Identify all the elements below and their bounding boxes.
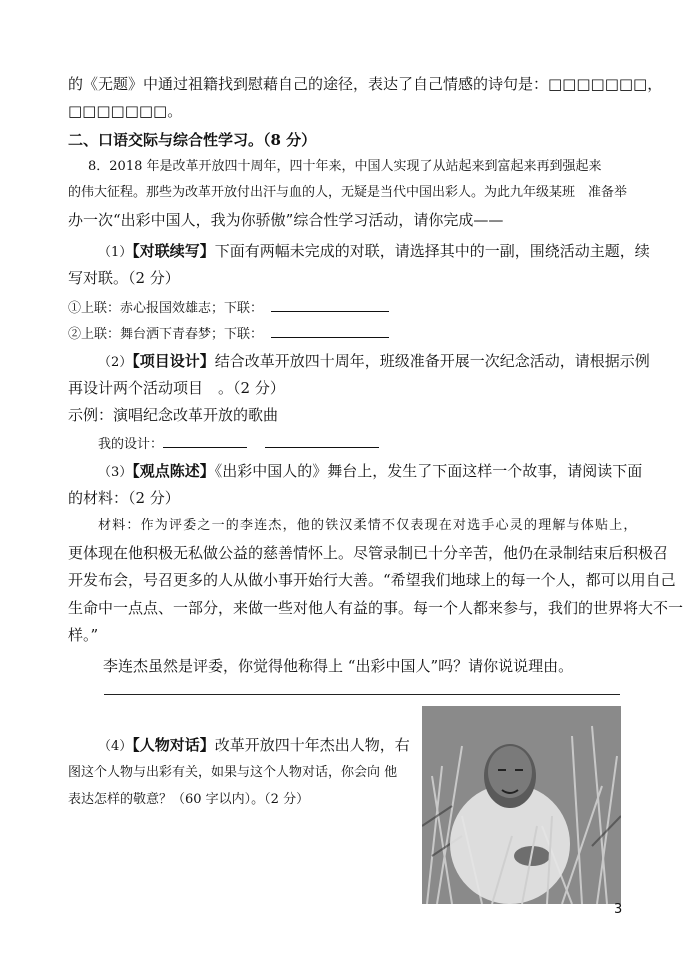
text-line: □□□□□□□。: [68, 102, 183, 120]
question-8-line: 8．2018 年是改革开放四十周年，四十年来，中国人实现了从站起来到富起来再到强起来: [88, 159, 602, 174]
couplet-line: [68, 323, 389, 345]
question-8-line: 办一次“出彩中国人，我为你骄傲”综合性学习活动，请你完成——: [68, 211, 504, 229]
part-text: 下面有两幅未完成的对联，请选择其中的一副，围绕活动主题，续: [214, 242, 650, 260]
part-text: 改革开放四十年杰出人物，右: [214, 736, 410, 754]
part-4-line: [98, 735, 410, 757]
person-in-rice-field-photo: [422, 706, 621, 904]
part-tag: 【观点陈述】: [132, 462, 215, 480]
photo-illustration: [422, 706, 621, 904]
part-2-line: [98, 351, 650, 373]
answer-blank[interactable]: [163, 433, 247, 448]
part-3-line: 的材料：（2 分）: [68, 489, 180, 507]
couplet-text: ①上联：赤心报国效雄志；下联：: [68, 301, 264, 316]
part-tag: 【项目设计】: [132, 352, 215, 370]
part-4-line: 表达怎样的敬意？（60 字以内）。（2 分）: [68, 792, 310, 807]
material-line: 样。”: [68, 626, 99, 644]
material-line: 材料：作为评委之一的李连杰，他的铁汉柔情不仅表现在对选手心灵的理解与体贴上，: [98, 518, 638, 533]
design-line: [98, 433, 379, 455]
part-1-line: [98, 241, 650, 263]
part-4-line: 图这个人物与出彩有关，如果与这个人物对话，你会向 他: [68, 765, 398, 780]
page-number: 3: [614, 902, 623, 917]
question-3-text: 李连杰虽然是评委，你觉得他称得上 “出彩中国人”吗？请你说说理由。: [103, 657, 574, 675]
part-number: （1）: [98, 245, 133, 260]
section-title: 二、口语交际与综合性学习。（8 分）: [68, 131, 317, 149]
part-number: （3）: [98, 465, 133, 480]
example-line: 示例：演唱纪念改革开放的歌曲: [68, 406, 279, 424]
part-2-line: 再设计两个活动项目 。（2 分）: [68, 379, 285, 397]
part-number: （4）: [98, 739, 133, 754]
part-tag: 【人物对话】: [132, 736, 215, 754]
part-number: （2）: [98, 355, 133, 370]
couplet-line: [68, 297, 389, 319]
answer-line[interactable]: [104, 694, 620, 695]
answer-blank[interactable]: [265, 433, 379, 448]
text-line: 的《无题》中通过祖籍找到慰藉自己的途径，表达了自己情感的诗句是：□□□□□□□，: [68, 75, 663, 93]
material-line: 开发布会，号召更多的人从做小事开始行大善。“希望我们地球上的每一个人，都可以用自己: [68, 571, 676, 589]
design-label: 我的设计：: [98, 437, 164, 452]
part-tag: 【对联续写】: [132, 242, 215, 260]
part-1-line: 写对联。（2 分）: [68, 269, 180, 287]
couplet-text: ②上联：舞台洒下青春梦；下联：: [68, 327, 264, 342]
answer-blank[interactable]: [271, 297, 389, 312]
answer-blank[interactable]: [271, 323, 389, 338]
question-8-line: 的伟大征程。那些为改革开放付出汗与血的人，无疑是当代中国出彩人。为此九年级某班 准备举: [68, 185, 628, 200]
material-line: 生命中一点点、一部分，来做一些对他人有益的事。每一个人都来参与，我们的世界将大不一: [68, 599, 684, 617]
part-3-line: [98, 461, 642, 483]
part-text: 结合改革开放四十周年，班级准备开展一次纪念活动，请根据示例: [214, 352, 650, 370]
part-text: 《出彩中国人的》舞台上，发生了下面这样一个故事，请阅读下面: [214, 462, 643, 480]
material-line: 更体现在他积极无私做公益的慈善情怀上。尽管录制已十分辛苦，他仍在录制结束后积极召: [68, 544, 669, 562]
